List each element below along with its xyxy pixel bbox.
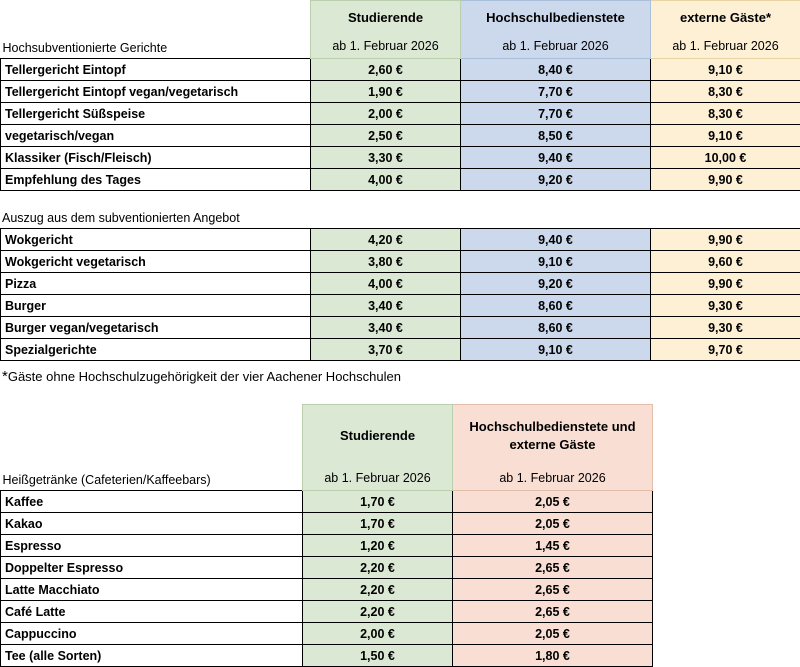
price-bedienstete-gaeste: 1,45 € [453, 535, 653, 557]
price-studierende: 3,40 € [311, 295, 461, 317]
row-label: Burger vegan/vegetarisch [1, 317, 311, 339]
price-studierende: 3,80 € [311, 251, 461, 273]
row-label: Café Latte [1, 601, 303, 623]
price-studierende: 2,20 € [303, 557, 453, 579]
table-row [1, 147, 800, 169]
empty-corner-cell [1, 405, 303, 467]
table-row [1, 273, 800, 295]
empty-corner-cell [1, 1, 311, 35]
price-bedienstete-gaeste: 2,05 € [453, 513, 653, 535]
price-studierende: 3,70 € [311, 339, 461, 361]
price-studierende: 2,00 € [311, 103, 461, 125]
row-label: Espresso [1, 535, 303, 557]
table-hochsubventionierte-gerichte [0, 0, 800, 191]
price-gaeste: 9,90 € [651, 229, 800, 251]
price-studierende: 2,50 € [311, 125, 461, 147]
table-row [1, 251, 800, 273]
row-label-header-heissgetraenke: Heißgetränke (Cafeterien/Kaffeebars) [2, 473, 211, 487]
price-bedienstete: 7,70 € [461, 81, 651, 103]
price-bedienstete: 9,40 € [461, 147, 651, 169]
row-label: Tellergericht Eintopf [1, 59, 311, 81]
price-studierende: 1,70 € [303, 491, 453, 513]
column-header-externe-gaeste: externe Gäste* [651, 1, 800, 35]
column-subheader-bedienstete-gaeste-date: ab 1. Februar 2026 [453, 467, 653, 491]
row-label: Doppelter Espresso [1, 557, 303, 579]
price-bedienstete: 8,60 € [461, 295, 651, 317]
price-gaeste: 9,90 € [651, 273, 800, 295]
price-gaeste: 9,10 € [651, 125, 800, 147]
row-label: Tellergericht Eintopf vegan/vegetarisch [1, 81, 311, 103]
price-bedienstete: 9,10 € [461, 251, 651, 273]
table-row [1, 623, 653, 645]
table-row [1, 339, 800, 361]
table-header-row [1, 1, 800, 35]
row-label: Wokgericht [1, 229, 311, 251]
table-subventioniertes-angebot [0, 228, 800, 361]
price-studierende: 1,50 € [303, 645, 453, 667]
price-studierende: 2,60 € [311, 59, 461, 81]
column-subheader-studierende-date: ab 1. Februar 2026 [311, 35, 461, 59]
column-subheader-externe-gaeste-date: ab 1. Februar 2026 [651, 35, 800, 59]
table-row [1, 59, 800, 81]
price-studierende: 2,20 € [303, 601, 453, 623]
price-studierende: 1,90 € [311, 81, 461, 103]
table-row [1, 513, 653, 535]
price-studierende: 3,30 € [311, 147, 461, 169]
row-label: Cappuccino [1, 623, 303, 645]
column-header-studierende: Studierende [311, 1, 461, 35]
price-studierende: 3,40 € [311, 317, 461, 339]
price-gaeste: 9,60 € [651, 251, 800, 273]
price-gaeste: 8,30 € [651, 81, 800, 103]
table-row [1, 645, 653, 667]
column-header-studierende: Studierende [303, 405, 453, 467]
column-subheader-studierende-date: ab 1. Februar 2026 [303, 467, 453, 491]
price-bedienstete: 9,20 € [461, 169, 651, 191]
row-label: Klassiker (Fisch/Fleisch) [1, 147, 311, 169]
table-row [1, 125, 800, 147]
price-gaeste: 9,30 € [651, 317, 800, 339]
price-bedienstete-gaeste: 2,05 € [453, 623, 653, 645]
caption-auszug: Auszug aus dem subventionierten Angebot [2, 211, 240, 225]
price-bedienstete: 8,60 € [461, 317, 651, 339]
table-row [1, 169, 800, 191]
price-gaeste: 9,30 € [651, 295, 800, 317]
table-row [1, 229, 800, 251]
row-label: Kaffee [1, 491, 303, 513]
row-label: Empfehlung des Tages [1, 169, 311, 191]
price-bedienstete: 7,70 € [461, 103, 651, 125]
footnote-star: * [2, 368, 8, 385]
table-row [1, 103, 800, 125]
footnote-text: Gäste ohne Hochschulzugehörigkeit der vier Aachener Hochschulen [7, 369, 401, 384]
price-gaeste: 10,00 € [651, 147, 800, 169]
table-row [1, 579, 653, 601]
price-bedienstete: 9,40 € [461, 229, 651, 251]
table-row [1, 557, 653, 579]
price-bedienstete-gaeste: 2,65 € [453, 601, 653, 623]
row-label: Burger [1, 295, 311, 317]
table-row [1, 317, 800, 339]
price-studierende: 2,00 € [303, 623, 453, 645]
price-bedienstete-gaeste: 2,05 € [453, 491, 653, 513]
row-label-header-hochsubventionierte: Hochsubventionierte Gerichte [2, 41, 168, 55]
price-bedienstete-gaeste: 1,80 € [453, 645, 653, 667]
table-row [1, 601, 653, 623]
table-subheader-row [1, 35, 800, 59]
row-label: Tellergericht Süßspeise [1, 103, 311, 125]
row-label: Spezialgerichte [1, 339, 311, 361]
price-bedienstete-gaeste: 2,65 € [453, 557, 653, 579]
table-heissgetraenke [0, 404, 653, 667]
price-gaeste: 9,70 € [651, 339, 800, 361]
column-subheader-hochschulbedienstete-date: ab 1. Februar 2026 [461, 35, 651, 59]
price-bedienstete: 9,10 € [461, 339, 651, 361]
column-header-bedienstete-und-gaeste: Hochschulbedienstete und externe Gäste [453, 405, 653, 467]
row-label: Latte Macchiato [1, 579, 303, 601]
price-studierende: 4,00 € [311, 169, 461, 191]
price-studierende: 2,20 € [303, 579, 453, 601]
price-gaeste: 9,90 € [651, 169, 800, 191]
table-row [1, 535, 653, 557]
column-header-hochschulbedienstete: Hochschulbedienstete [461, 1, 651, 35]
price-bedienstete: 8,40 € [461, 59, 651, 81]
price-bedienstete: 8,50 € [461, 125, 651, 147]
table-header-row [1, 405, 653, 467]
price-bedienstete: 9,20 € [461, 273, 651, 295]
price-gaeste: 8,30 € [651, 103, 800, 125]
row-label: Wokgericht vegetarisch [1, 251, 311, 273]
table-row [1, 491, 653, 513]
price-studierende: 1,70 € [303, 513, 453, 535]
price-studierende: 4,00 € [311, 273, 461, 295]
table-row [1, 295, 800, 317]
footnote [2, 368, 401, 385]
row-label: Pizza [1, 273, 311, 295]
price-studierende: 4,20 € [311, 229, 461, 251]
price-bedienstete-gaeste: 2,65 € [453, 579, 653, 601]
row-label: Tee (alle Sorten) [1, 645, 303, 667]
table-subheader-row [1, 467, 653, 491]
price-studierende: 1,20 € [303, 535, 453, 557]
row-label: vegetarisch/vegan [1, 125, 311, 147]
row-label: Kakao [1, 513, 303, 535]
table-row [1, 81, 800, 103]
price-gaeste: 9,10 € [651, 59, 800, 81]
